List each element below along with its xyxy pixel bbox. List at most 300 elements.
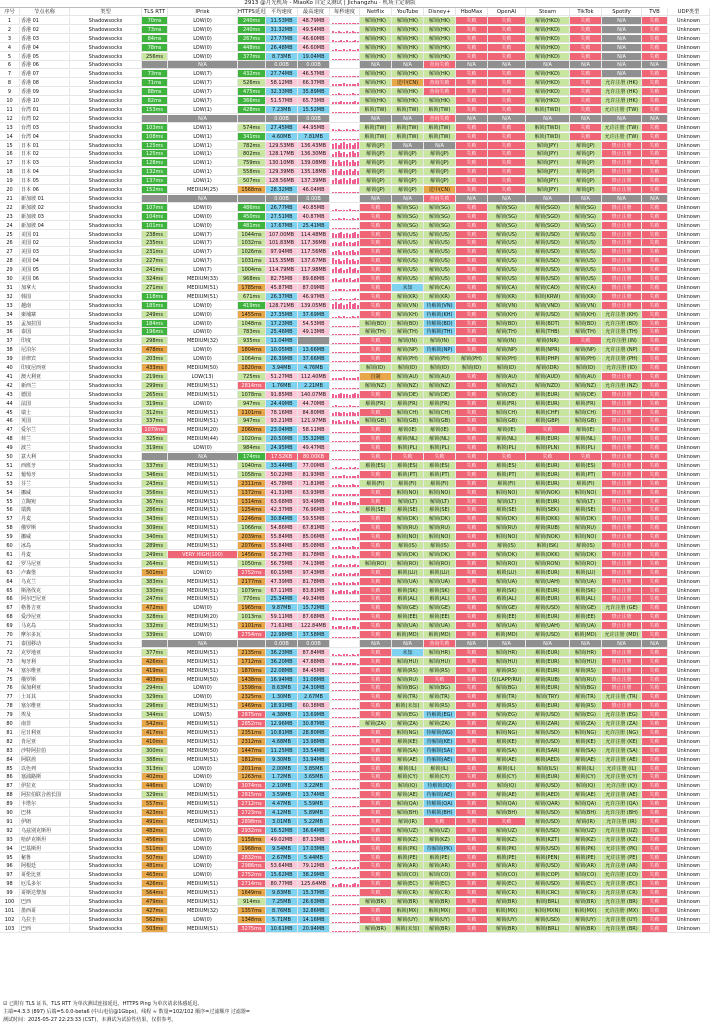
- col-speed-graph: [330, 658, 360, 666]
- col-node-name: 巴西: [20, 925, 70, 933]
- col-type: Shadowsocks: [70, 809, 142, 817]
- col-steam: 解锁(ZAR): [526, 720, 570, 728]
- col-node-name: 克罗地亚: [20, 649, 70, 657]
- col-max-speed: 30.87MB: [298, 720, 330, 728]
- speed-bar: [357, 904, 359, 905]
- speed-bar: [349, 228, 351, 229]
- col-index: 91: [0, 818, 20, 826]
- col-node-name: 香港 07: [20, 70, 70, 78]
- speed-bar: [332, 565, 334, 567]
- col-tls-rtt: 542ms: [142, 720, 168, 728]
- col-tvb: 失败: [642, 311, 668, 319]
- col-speed-graph: [330, 417, 360, 425]
- speed-bar: [338, 884, 340, 887]
- col-https-delay: 1101ms: [238, 622, 266, 630]
- col-avg-speed: 97.94MB: [266, 248, 298, 256]
- speed-bar: [343, 922, 345, 923]
- speed-bar: [346, 494, 348, 496]
- col-hbomax: 失败: [456, 720, 488, 728]
- col-netflix: 解锁(HK): [360, 26, 392, 34]
- col-tiktok: 解锁(FR): [570, 400, 602, 408]
- col-disney: 解锁(BR): [424, 925, 456, 933]
- speed-bar: [354, 573, 356, 575]
- col-spotify: 允许注册 (MX): [602, 907, 642, 915]
- col-max-speed: 136.30MB: [298, 150, 330, 158]
- col-steam: 解锁(ILS): [526, 765, 570, 773]
- speed-bar: [346, 420, 348, 425]
- col-spotify: 禁止注册: [602, 204, 642, 212]
- speed-bar: [352, 468, 354, 469]
- speed-bar: [335, 753, 337, 754]
- col-netflix: 解锁(GB): [360, 417, 392, 425]
- col-youtube: 解锁(AE): [392, 756, 424, 764]
- col-tls-rtt: 329ms: [142, 693, 168, 701]
- col-tvb: 失败: [642, 275, 668, 283]
- col-netflix: 失败: [360, 595, 392, 603]
- col-spotify: 禁止注册: [602, 506, 642, 514]
- col-udp-type: Unknown: [668, 738, 710, 746]
- col-udp-type: Unknown: [668, 150, 710, 158]
- col-openai: 失败: [488, 142, 526, 150]
- col-disney: 待解锁(EG): [424, 711, 456, 719]
- col-youtube: N/A: [392, 195, 424, 203]
- col-tls-rtt: 367ms: [142, 498, 168, 506]
- speed-bar: [352, 717, 354, 718]
- speed-bar: [343, 152, 345, 158]
- col-https-delay: 1598ms: [238, 684, 266, 692]
- speed-bar: [338, 343, 340, 344]
- col-tiktok: 解锁(FI): [570, 480, 602, 488]
- speed-bar: [352, 502, 354, 504]
- col-tls-rtt: 481ms: [142, 862, 168, 870]
- speed-bar: [338, 601, 340, 602]
- col-tiktok: 解锁(JP): [570, 150, 602, 158]
- col-tvb: 失败: [642, 800, 668, 808]
- col-https-delay: 507ms: [238, 177, 266, 185]
- col-youtube: 解锁(BD): [392, 320, 424, 328]
- col-spotify: 允许注册 (KH): [602, 311, 642, 319]
- speed-bar: [335, 922, 337, 923]
- col-max-speed: 74.13MB: [298, 560, 330, 568]
- speed-bar: [357, 485, 359, 487]
- col-steam: 解锁(USD): [526, 248, 570, 256]
- speed-bar: [349, 762, 351, 763]
- speed-bar: [338, 388, 340, 389]
- col-openai: 解锁(US): [488, 266, 526, 274]
- table-row: [0, 489, 701, 497]
- speed-bar: [338, 726, 340, 727]
- speed-bar: [343, 161, 345, 166]
- speed-bar: [346, 824, 348, 825]
- speed-bar: [349, 432, 351, 433]
- speed-bar: [346, 378, 348, 380]
- col-youtube: 解锁(UA): [392, 622, 424, 630]
- speed-bar: [335, 815, 337, 816]
- speed-bar: [338, 476, 340, 478]
- col-type: Shadowsocks: [70, 44, 142, 52]
- col-youtube: 解锁(BG): [392, 684, 424, 692]
- col-youtube: 解锁(HK): [392, 88, 424, 96]
- speed-bar: [349, 610, 351, 611]
- col-youtube: 解锁(TW): [392, 133, 424, 141]
- col-hbomax: 失败: [456, 836, 488, 844]
- col-openai: 解锁(BG): [488, 684, 526, 692]
- speed-bar: [338, 361, 340, 362]
- col-index: 31: [0, 284, 20, 292]
- speed-bar: [354, 343, 356, 344]
- col-openai: 失败: [488, 177, 526, 185]
- col-node-name: 日本 01: [20, 142, 70, 150]
- speed-bar: [352, 432, 354, 433]
- col-iprisk: MEDIUM(51): [168, 489, 238, 497]
- col-index: 44: [0, 400, 20, 408]
- col-openai: 解锁(UA): [488, 578, 526, 586]
- col-youtube: 解锁(US): [392, 231, 424, 239]
- col-steam: 解锁(USD): [526, 631, 570, 639]
- col-avg-speed: 20.50MB: [266, 435, 298, 443]
- col-steam: 解锁(USD): [526, 845, 570, 853]
- col-hbomax: 失败: [456, 133, 488, 141]
- col-iprisk: MEDIUM(32): [168, 337, 238, 345]
- col-hbomax: 失败: [456, 862, 488, 870]
- speed-bar: [352, 316, 354, 317]
- speed-bar: [357, 370, 359, 371]
- speed-bar: [349, 378, 351, 380]
- col-netflix: 失败: [360, 818, 392, 826]
- speed-bar: [340, 169, 342, 175]
- col-https-delay: 574ms: [238, 124, 266, 132]
- col-iprisk: MEDIUM(20): [168, 613, 238, 621]
- col-speed-graph: [330, 382, 360, 390]
- col-netflix: 失败: [360, 880, 392, 888]
- col-speed-graph: [330, 453, 360, 461]
- col-youtube: 解锁(未知): [392, 925, 424, 933]
- col-youtube: 解锁(US): [392, 266, 424, 274]
- speed-bar: [357, 361, 359, 362]
- speed-bar: [343, 654, 345, 655]
- col-iprisk: LOW(7): [168, 97, 238, 105]
- speed-bar: [352, 459, 354, 460]
- table-row: [0, 622, 701, 630]
- col-speed-graph: [330, 569, 360, 577]
- col-udp-type: Unknown: [668, 782, 710, 790]
- speed-bar: [357, 744, 359, 745]
- col-https-delay: 240ms: [238, 17, 266, 25]
- col-type: Shadowsocks: [70, 640, 142, 648]
- col-spotify: 禁止注册: [602, 186, 642, 194]
- col-speed-graph: [330, 854, 360, 862]
- col-avg-speed: 22.98MB: [266, 631, 298, 639]
- speed-bar: [346, 637, 348, 638]
- col-youtube: 解锁(DK): [392, 515, 424, 523]
- col-node-name: 日本 06: [20, 186, 70, 194]
- col-type: Shadowsocks: [70, 578, 142, 586]
- speed-bar: [354, 317, 356, 318]
- col-type: Shadowsocks: [70, 79, 142, 87]
- col-youtube: 解锁(HU): [392, 658, 424, 666]
- speed-bar: [332, 40, 334, 41]
- col-tiktok: 解锁(PT): [570, 471, 602, 479]
- col-tls-rtt: 125ms: [142, 142, 168, 150]
- col-netflix: 失败: [360, 542, 392, 550]
- col-netflix: 失败: [360, 836, 392, 844]
- col-iprisk: LOW(1): [168, 133, 238, 141]
- speed-bar: [340, 130, 342, 131]
- col-iprisk: MEDIUM(51): [168, 658, 238, 666]
- col-type: Shadowsocks: [70, 747, 142, 755]
- col-udp-type: Unknown: [668, 382, 710, 390]
- col-iprisk: N/A: [168, 195, 238, 203]
- speed-bar: [343, 370, 345, 371]
- col-spotify: 允许注册 (NZ): [602, 382, 642, 390]
- speed-bar: [349, 860, 351, 861]
- speed-bar: [349, 501, 351, 504]
- speed-bar: [340, 139, 342, 140]
- speed-bar: [332, 494, 334, 496]
- col-tls-rtt: 227ms: [142, 257, 168, 265]
- col-speed-graph: [330, 195, 360, 203]
- col-tvb: 失败: [642, 471, 668, 479]
- speed-bar: [340, 655, 342, 656]
- col-max-speed: 26.63MB: [298, 898, 330, 906]
- table-header: [0, 8, 700, 16]
- col-tvb: 失败: [642, 453, 668, 461]
- col-avg-speed: 4.60MB: [266, 133, 298, 141]
- col-netflix: 失败: [360, 809, 392, 817]
- speed-bar: [335, 485, 337, 487]
- table-row: [0, 533, 701, 541]
- col-disney: 待解锁(PK): [424, 845, 456, 853]
- table-row: [0, 916, 701, 924]
- speed-bar: [340, 583, 342, 585]
- speed-bar: [357, 228, 359, 229]
- col-spotify: 禁止注册: [602, 417, 642, 425]
- col-index: 61: [0, 551, 20, 559]
- col-node-name: 哥伦比亚: [20, 871, 70, 879]
- col-openai: 解锁(BR): [488, 925, 526, 933]
- speed-bar: [343, 895, 345, 896]
- header-col-spotify: Spotify: [602, 8, 642, 16]
- col-type: Shadowsocks: [70, 782, 142, 790]
- col-https-delay: 2832ms: [238, 854, 266, 862]
- col-tls-rtt: 329ms: [142, 791, 168, 799]
- speed-bar: [352, 833, 354, 834]
- col-node-name: 伊拉克: [20, 782, 70, 790]
- speed-bar: [343, 234, 345, 238]
- col-tls-rtt: 132ms: [142, 168, 168, 176]
- col-tls-rtt: 78ms: [142, 44, 168, 52]
- speed-bar: [357, 788, 359, 789]
- col-iprisk: LOW(0): [168, 845, 238, 853]
- speed-bar: [332, 833, 334, 834]
- col-node-name: 巴西: [20, 898, 70, 906]
- col-youtube: 解锁(LT): [392, 498, 424, 506]
- col-max-speed: 71.81MB: [298, 480, 330, 488]
- col-speed-graph: [330, 640, 360, 648]
- speed-bar: [349, 209, 351, 210]
- col-hbomax: 失败: [456, 17, 488, 25]
- speed-bar: [338, 529, 340, 531]
- speed-bar: [340, 441, 342, 442]
- speed-bar: [332, 512, 334, 513]
- col-openai: 失败: [488, 168, 526, 176]
- col-youtube: 解锁(BR): [392, 898, 424, 906]
- col-https-delay: 2852ms: [238, 720, 266, 728]
- col-hbomax: 失败: [456, 373, 488, 381]
- col-openai: 解锁(DE): [488, 391, 526, 399]
- col-openai: 失败: [488, 44, 526, 52]
- col-openai: 解锁(US): [488, 275, 526, 283]
- col-disney: 解锁(LT): [424, 498, 456, 506]
- col-disney: 待解锁(BD): [424, 320, 456, 328]
- col-tvb: 失败: [642, 489, 668, 497]
- col-openai: 解锁(UZ): [488, 827, 526, 835]
- speed-bar: [346, 913, 348, 914]
- col-openai: 解锁(RS): [488, 667, 526, 675]
- col-iprisk: LOW(0): [168, 400, 238, 408]
- col-node-name: 土耳其: [20, 693, 70, 701]
- col-tiktok: 解锁(AL): [570, 595, 602, 603]
- col-max-speed: 31.94MB: [298, 756, 330, 764]
- speed-bar: [346, 129, 348, 130]
- col-tiktok: 解锁(UA): [570, 578, 602, 586]
- col-tiktok: 解锁(EC): [570, 880, 602, 888]
- col-https-delay: 1050ms: [238, 560, 266, 568]
- speed-bar: [340, 76, 342, 77]
- speed-bar: [343, 762, 345, 763]
- col-hbomax: 失败: [456, 560, 488, 568]
- col-spotify: 禁止注册: [602, 560, 642, 568]
- col-max-speed: 58.11MB: [298, 426, 330, 434]
- speed-bar: [335, 601, 337, 602]
- col-disney: 解锁(NZ): [424, 382, 456, 390]
- speed-bar: [335, 299, 337, 300]
- col-disney: 解锁(US): [424, 266, 456, 274]
- col-index: 83: [0, 747, 20, 755]
- col-disney: 解锁(RS): [424, 667, 456, 675]
- col-tls-rtt: 84ms: [142, 35, 168, 43]
- col-steam: 解锁(USD): [526, 738, 570, 746]
- col-node-name: 阿联酋: [20, 756, 70, 764]
- col-https-delay: 725ms: [238, 373, 266, 381]
- col-iprisk: MEDIUM(51): [168, 756, 238, 764]
- speed-bar: [332, 601, 334, 602]
- col-max-speed: 117.56MB: [298, 248, 330, 256]
- col-max-speed: 0.00B: [298, 115, 330, 123]
- col-max-speed: 67.81MB: [298, 524, 330, 532]
- table-row: [0, 773, 701, 781]
- speed-bar: [332, 23, 334, 24]
- col-spotify: 允许注册 (TW): [602, 106, 642, 114]
- col-speed-graph: [330, 782, 360, 790]
- speed-bar: [352, 450, 354, 451]
- col-node-name: 美国 01: [20, 231, 70, 239]
- col-tvb: 失败: [642, 373, 668, 381]
- col-netflix: 解锁(TH): [360, 328, 392, 336]
- col-hbomax: 失败: [456, 498, 488, 506]
- col-iprisk: LOW(1): [168, 124, 238, 132]
- col-hbomax: 失败: [456, 542, 488, 550]
- speed-bar: [352, 574, 354, 576]
- speed-bar: [346, 144, 348, 149]
- speed-bar: [343, 326, 345, 327]
- speed-bar: [346, 851, 348, 852]
- col-netflix: 解锁(FI): [360, 480, 392, 488]
- col-spotify: 禁止注册: [602, 373, 642, 381]
- col-steam: 解锁(RUB): [526, 676, 570, 684]
- speed-bar: [346, 154, 348, 158]
- speed-bar: [354, 485, 356, 487]
- col-tvb: 失败: [642, 836, 668, 844]
- col-index: 19: [0, 177, 20, 185]
- col-hbomax: 失败: [456, 916, 488, 924]
- table-row: [0, 542, 701, 550]
- speed-bar: [346, 233, 348, 238]
- col-openai: 解锁(IS): [488, 542, 526, 550]
- col-type: Shadowsocks: [70, 862, 142, 870]
- col-avg-speed: 7.23MB: [266, 106, 298, 114]
- col-index: 68: [0, 613, 20, 621]
- col-speed-graph: [330, 693, 360, 701]
- col-tls-rtt: 238ms: [142, 231, 168, 239]
- speed-bar: [338, 171, 340, 176]
- col-iprisk: LOW(0): [168, 355, 238, 363]
- col-avg-speed: 129.39MB: [266, 168, 298, 176]
- col-index: 77: [0, 693, 20, 701]
- col-tvb: 失败: [642, 613, 668, 621]
- speed-bar: [332, 170, 334, 175]
- col-hbomax: 失败: [456, 462, 488, 470]
- col-disney: 失败: [424, 818, 456, 826]
- col-max-speed: 87.84MB: [298, 649, 330, 657]
- col-spotify: 禁止注册: [602, 471, 642, 479]
- col-https-delay: 341ms: [238, 133, 266, 141]
- speed-bar: [340, 112, 342, 113]
- col-openai: 解锁(IL): [488, 765, 526, 773]
- col-tls-rtt: 313ms: [142, 765, 168, 773]
- col-type: Shadowsocks: [70, 836, 142, 844]
- col-node-name: 澳大利亚: [20, 373, 70, 381]
- col-disney: 解锁(US): [424, 275, 456, 283]
- col-iprisk: LOW(7): [168, 257, 238, 265]
- speed-bar: [346, 529, 348, 531]
- speed-bar: [352, 289, 354, 291]
- col-spotify: 禁止注册: [602, 239, 642, 247]
- col-udp-type: Unknown: [668, 649, 710, 657]
- col-https-delay: 2754ms: [238, 631, 266, 639]
- speed-bar: [343, 537, 345, 540]
- col-type: Shadowsocks: [70, 542, 142, 550]
- table-row: [0, 800, 701, 808]
- speed-bar: [349, 178, 351, 184]
- col-tls-rtt: 339ms: [142, 631, 168, 639]
- speed-bar: [338, 840, 340, 842]
- col-max-speed: 137.67MB: [298, 257, 330, 265]
- speed-bar: [357, 503, 359, 505]
- col-tls-rtt: 511ms: [142, 845, 168, 853]
- col-speed-graph: [330, 275, 360, 283]
- col-netflix: 失败: [360, 862, 392, 870]
- col-tvb: 失败: [642, 35, 668, 43]
- table-row: [0, 320, 701, 328]
- speed-bar: [335, 370, 337, 371]
- speed-bar: [346, 290, 348, 291]
- col-node-name: 香港 03: [20, 35, 70, 43]
- col-hbomax: 失败: [456, 337, 488, 345]
- col-speed-graph: [330, 186, 360, 194]
- speed-bar: [332, 771, 334, 772]
- speed-bar: [357, 289, 359, 291]
